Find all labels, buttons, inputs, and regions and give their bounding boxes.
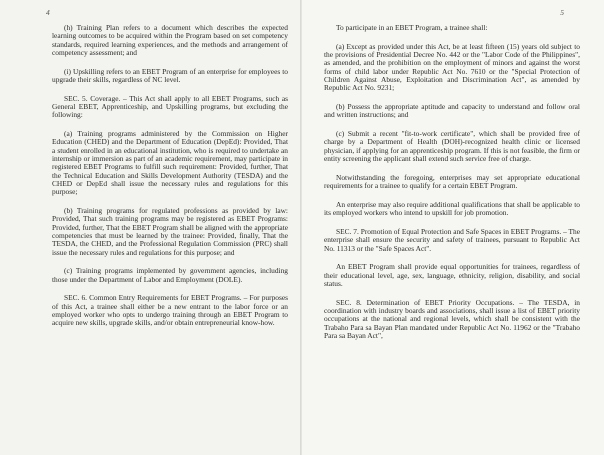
paragraph: (i) Upskilling refers to an EBET Program of an enterprise for employees to upgrade their skills, regardless of NC level. [52,66,288,84]
section-6-entry-requirements: SEC. 6. Common Entry Requirements for EBET Programs. – For purposes of this Act, a trainee shall either be a new entrant to the labor force or an employed worker who opts to undergo training through an EBET Program to acquire new skills, upgrade skills, and/or obtain entrepreneurial know-how. [52,293,288,328]
paragraph: (a) Except as provided under this Act, be at least fifteen (15) years old subject to the provisions of Presidential Decree No. 442 or the "Labor Code of the Philippines", as amended, and the prohibition on the employment of minors and against the worst forms of child labor under Republic Act No. 7610 or the "Special Protection of Children Against Abuse, Exploitation and Discrimination Act", as amended by Republic Act No. 9231; [324,41,580,93]
page-number: 5 [560,8,564,17]
section-8-priority-occupations: SEC. 8. Determination of EBET Priority Occupations. – The TESDA, in coordination with industry boards and associations, shall issue a list of EBET priority occupations at the national and regional levels, which shall be consistent with the Trabaho Para sa Bayan Plan mandated under Republic Act No. 11962 or the "Trabaho Para sa Bayan Act", [324,297,580,341]
right-page [302,0,604,455]
paragraph: An enterprise may also require additional qualifications that shall be applicable to its employed workers who intend to upskill for job promotion. [324,199,580,218]
paragraph: (b) Training programs for regulated professions as provided by law: Provided, That such training programs may be registered as EBET Programs: Provided, further, That the EBET Program shall be aligned with the appropriate competencies that must be learned by the trainee: Provided, finally, That the TESDA, the CHED, and the Professional Regulation Commission (PRC) shall issue the necessary rules and regulations for this purpose; and [52,206,288,257]
paragraph: An EBET Program shall provide equal opportunities for trainees, regardless of their educational level, age, sex, language, ethnicity, religion, disability, and social status. [324,262,580,289]
page-number: 4 [46,8,50,17]
section-7-equal-protection: SEC. 7. Promotion of Equal Protection and Safe Spaces in EBET Programs. – The enterprise shall ensure the security and safety of trainees, pursuant to Republic Act No. 11313 or the "Safe Spaces Act". [324,227,580,253]
paragraph: (h) Training Plan refers to a document which describes the expected learning outcomes to be acquired within the Program based on set competency standards, required learning experiences, and the methods and arrangement of competency assessment; and [52,23,288,57]
paragraph: To participate in an EBET Program, a trainee shall: [336,23,488,32]
section-5-coverage: SEC. 5. Coverage. – This Act shall apply to all EBET Programs, such as General EBET, Apprenticeship, and Upskilling programs, but excluding the following: [52,93,288,120]
paragraph: (c) Submit a recent "fit-to-work certificate", which shall be provided free of charge by a Department of Health (DOH)-recognized health clinic or licensed physician, if applying for an apprenticeship program. If this is not feasible, the firm or entity screening the applicant shall extend such service free of charge. [324,129,580,164]
paragraph: (a) Training programs administered by the Commission on Higher Education (CHED) and the Department of Education (DepEd): Provided, That a student enrolled in an educational institution, who is required to undertake an internship or immersion as part of an academic requirement, may participate in registered EBET Programs to fulfill such requirement: Provided, further, That the Technical Education and Skills Development Authority (TESDA) and the CHED or DepEd shall issue the necessary rules and regulations for this purpose; [52,129,288,197]
paragraph: (c) Training programs implemented by government agencies, including those under the Department of Labor and Employment (DOLE). [52,266,288,284]
paragraph: Notwithstanding the foregoing, enterprises may set appropriate educational requirements for a trainee to qualify for a certain EBET Program. [324,172,580,191]
paragraph: (b) Possess the appropriate aptitude and capacity to understand and follow oral and written instructions; and [324,102,580,120]
